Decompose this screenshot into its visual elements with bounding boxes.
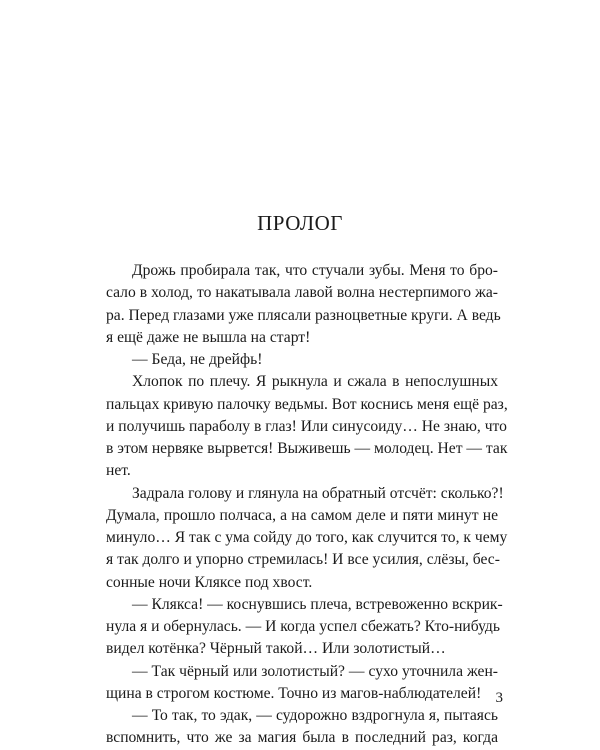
text-line: ра. Перед глазами уже плясали разноцветные круги. А ведь [106,306,501,324]
text-line: сало в холод, то накатывала лавой волна нестерпимого жа- [106,284,498,302]
body-text [106,260,508,750]
text-line: видел котёнка? Чёрный такой… Или золотистый… [106,640,446,658]
text-line: — Клякса! — коснувшись плеча, встревоженно вскрик- [132,595,503,613]
text-line: минуло… Я так с ума сойду до того, как случится то, к чему [106,529,508,546]
text-line: Думала, прошло полчаса, а на самом деле и пяти минут не [106,506,498,524]
text-line: сонные ночи Кляксе под хвост. [106,573,313,591]
text-line: в этом нервяке вырвется! Выживешь — молодец. Нет — так [106,440,508,457]
text-line: я ещё даже не вышла на старт! [106,328,311,346]
text-line: Дрожь пробирала так, что стучали зубы. Меня то бро- [132,262,498,279]
text-line: — Беда, не дрейфь! [132,351,263,368]
text-line: щина в строгом костюме. Точно из магов-наблюдателей! [106,684,482,702]
text-line: пальцах кривую палочку ведьмы. Вот коснись меня ещё раз, [106,395,508,413]
text-line: — То так, то эдак, — судорожно вздрогнула я, пытаясь [132,707,498,724]
text-line: вспомнить, что же за магия была в последний раз, когда [106,729,498,747]
text-line: нула я и обернулась. — И когда успел сбежать? Кто-нибудь [106,618,500,635]
text-line: Задрала голову и глянула на обратный отсчёт: сколько?! [132,484,504,502]
text-line: я так долго и упорно стремилась! И все усилия, слёзы, бес- [106,551,500,569]
text-line: Хлопок по плечу. Я рыкнула и сжала в непослушных [132,373,498,391]
chapter-title: ПРОЛОГ [257,211,343,235]
text-line: — Так чёрный или золотистый? — сухо уточнила жен- [132,662,498,680]
text-line: и получишь параболу в глаз! Или синусоиду… Не знаю, что [106,417,507,435]
text-line: нет. [106,462,131,480]
page-number: 3 [495,690,503,706]
